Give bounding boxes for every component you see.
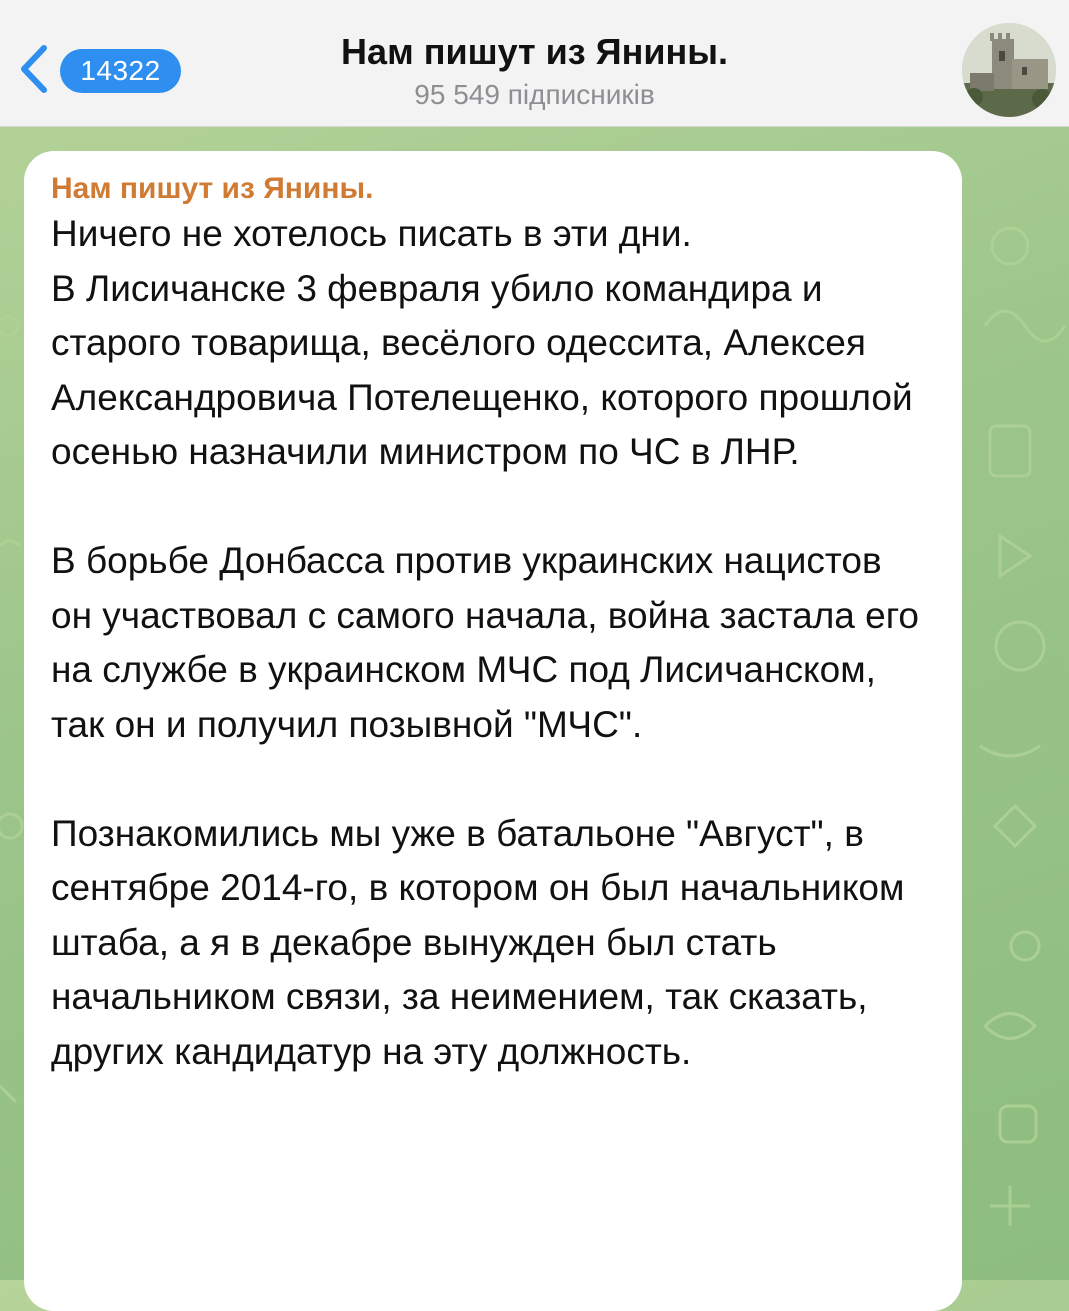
message-sender-name[interactable]: Нам пишут из Янины. — [51, 172, 374, 205]
subscriber-count: 95 549 підписників — [414, 79, 655, 110]
message-bubble — [24, 151, 962, 1311]
chat-header — [0, 0, 1069, 127]
channel-title[interactable]: Нам пишут из Янины. — [341, 31, 728, 72]
unread-count-badge[interactable]: 14322 — [60, 49, 181, 93]
back-button[interactable] — [14, 42, 54, 96]
castle-photo-icon — [962, 23, 1056, 117]
channel-avatar[interactable] — [962, 23, 1056, 117]
message-text: Ничего не хотелось писать в эти дни. В Лисичанске 3 февраля убило командира и старого товарища, весёлого одессита, Алексея Александровича Потелещенко, которого прошлой осенью назначили министром по ЧС в ЛНР. В борьбе Донбасса против украинских нацистов он участвовал с самого начала, война застала его на службе в украинском МЧС под Лисичанском, так он и получил позывной "МЧС". Познакомились мы уже в батальоне "Август", в сентябре 2014-го, в котором он был начальником штаба, а я в декабре вынужден был стать начальником связи, за неимением, так сказать, других кандидатур на эту должность. — [51, 213, 920, 1072]
chevron-left-icon — [14, 42, 54, 96]
